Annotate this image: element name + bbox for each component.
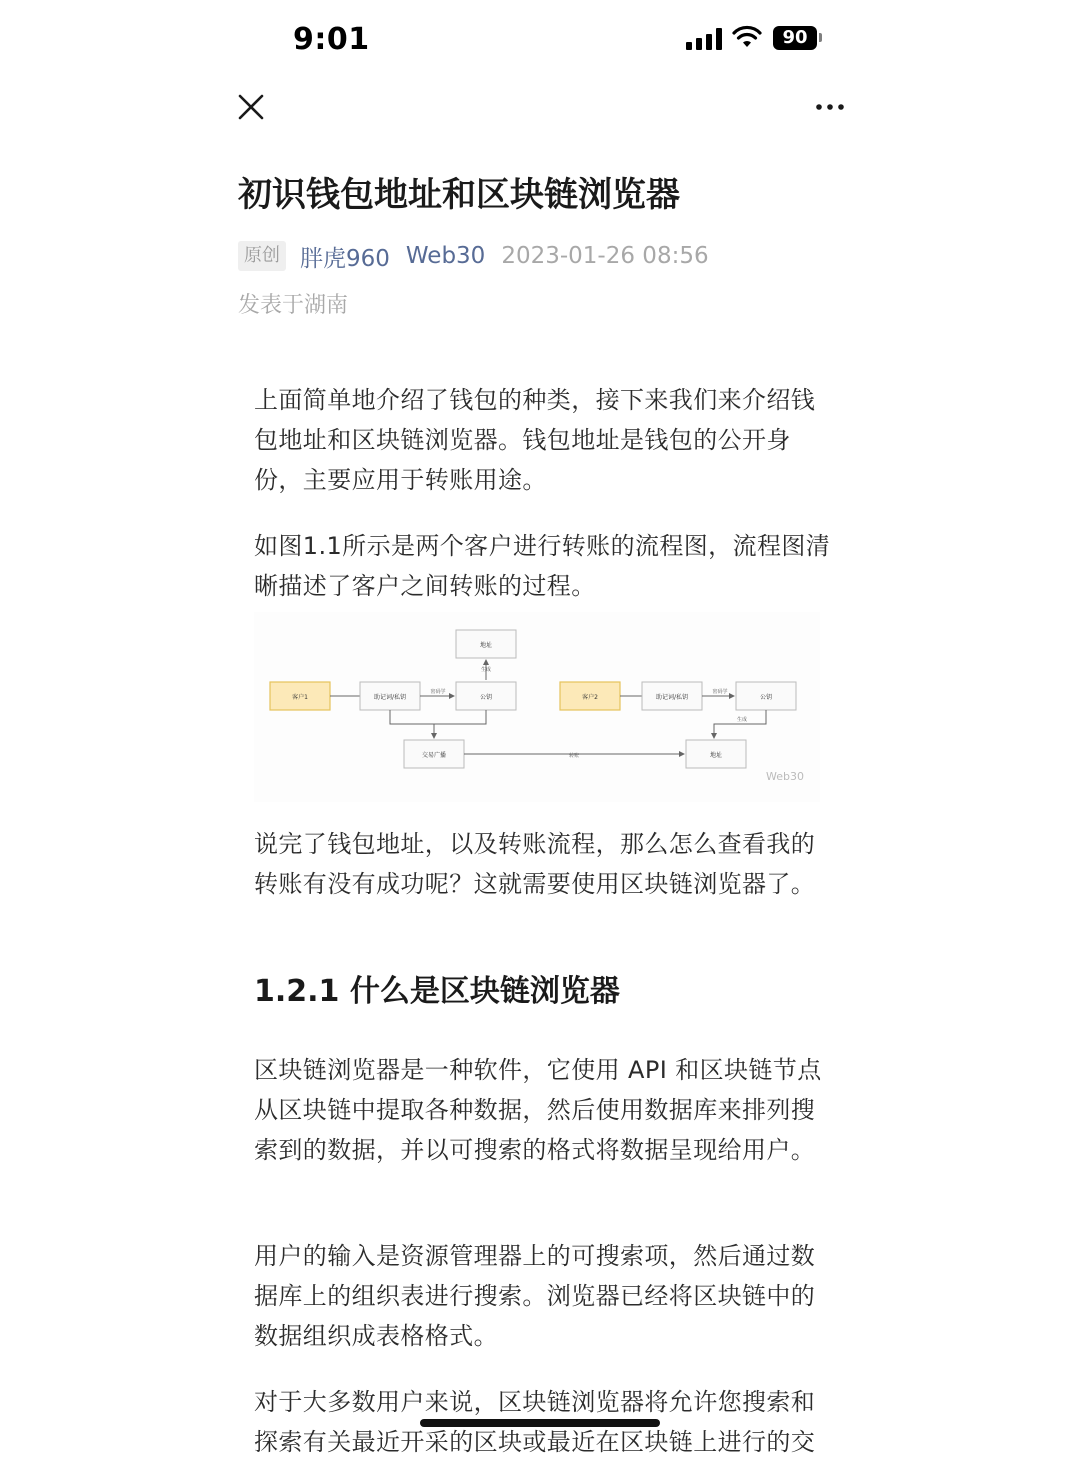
label-generate-top: 生成 xyxy=(480,667,492,673)
label-customer2: 客户2 xyxy=(582,694,598,701)
label-mnemonic1: 助记词/私钥 xyxy=(373,694,407,701)
article-title: 初识钱包地址和区块链浏览器 xyxy=(238,175,680,215)
publish-date: 2023-01-26 08:56 xyxy=(501,243,709,269)
label-customer1: 客户1 xyxy=(292,694,308,701)
label-address-bottom: 地址 xyxy=(709,752,723,759)
label-pubkey1: 公钥 xyxy=(479,694,493,701)
status-time: 9:01 xyxy=(293,22,370,57)
section-heading: 1.2.1 什么是区块链浏览器 xyxy=(254,974,620,1009)
publish-location: 发表于湖南 xyxy=(238,293,349,318)
label-pubkey2: 公钥 xyxy=(759,694,773,701)
wifi-icon xyxy=(732,27,762,49)
transfer-flowchart xyxy=(254,612,820,802)
status-bar xyxy=(0,0,1080,80)
article-meta xyxy=(238,240,709,272)
paragraph-part: 区块链浏览器将允许您搜索和 xyxy=(498,1388,816,1416)
paragraph: 用户的输入是资源管理器上的可搜索项，然后通过数据库上的组织表进行搜索。浏览器已经将区块链中的数据组织成表格格式。 xyxy=(254,1242,816,1350)
close-icon[interactable] xyxy=(232,88,270,126)
label-broadcast: 交易广播 xyxy=(421,752,447,759)
label-generate-right: 生成 xyxy=(736,717,748,723)
paragraph: 区块链浏览器是一种软件，它使用 API 和区块链节点从区块链中提取各种数据，然后使用数据库来排列搜索到的数据，并以可搜索的格式将数据呈现给用户。 xyxy=(254,1056,822,1164)
home-indicator[interactable] xyxy=(420,1419,660,1427)
author-link[interactable]: 胖虎960 xyxy=(300,245,390,272)
cellular-signal-icon xyxy=(686,28,722,50)
label-algo2: 密码学 xyxy=(712,689,728,695)
label-transfer: 转账 xyxy=(568,753,580,759)
paragraph-part: 探索有关最近开采的区块或最近在区块链上进行的交 xyxy=(254,1428,816,1456)
original-badge: 原创 xyxy=(238,241,286,271)
paragraph-part: 对于大多数用户来说， xyxy=(254,1388,498,1416)
account-link[interactable]: Web30 xyxy=(405,243,486,269)
paragraph: 说完了钱包地址，以及转账流程，那么怎么查看我的转账有没有成功呢？这就需要使用区块链浏览器了。 xyxy=(254,830,816,898)
paragraph: 上面简单地介绍了钱包的种类，接下来我们来介绍钱包地址和区块链浏览器。钱包地址是钱包的公开身份，主要应用于转账用途。 xyxy=(254,386,816,494)
figure-watermark: Web30 xyxy=(766,770,804,783)
label-algo1: 密码学 xyxy=(430,689,446,695)
label-mnemonic2: 助记词/私钥 xyxy=(655,694,689,701)
battery-icon: 90 xyxy=(773,26,817,50)
battery-tip xyxy=(819,33,822,42)
paragraph: 如图1.1所示是两个客户进行转账的流程图，流程图清晰描述了客户之间转账的过程。 xyxy=(254,532,831,600)
nav-bar xyxy=(0,80,1080,140)
label-address-top: 地址 xyxy=(479,642,493,649)
more-icon[interactable] xyxy=(810,88,850,126)
